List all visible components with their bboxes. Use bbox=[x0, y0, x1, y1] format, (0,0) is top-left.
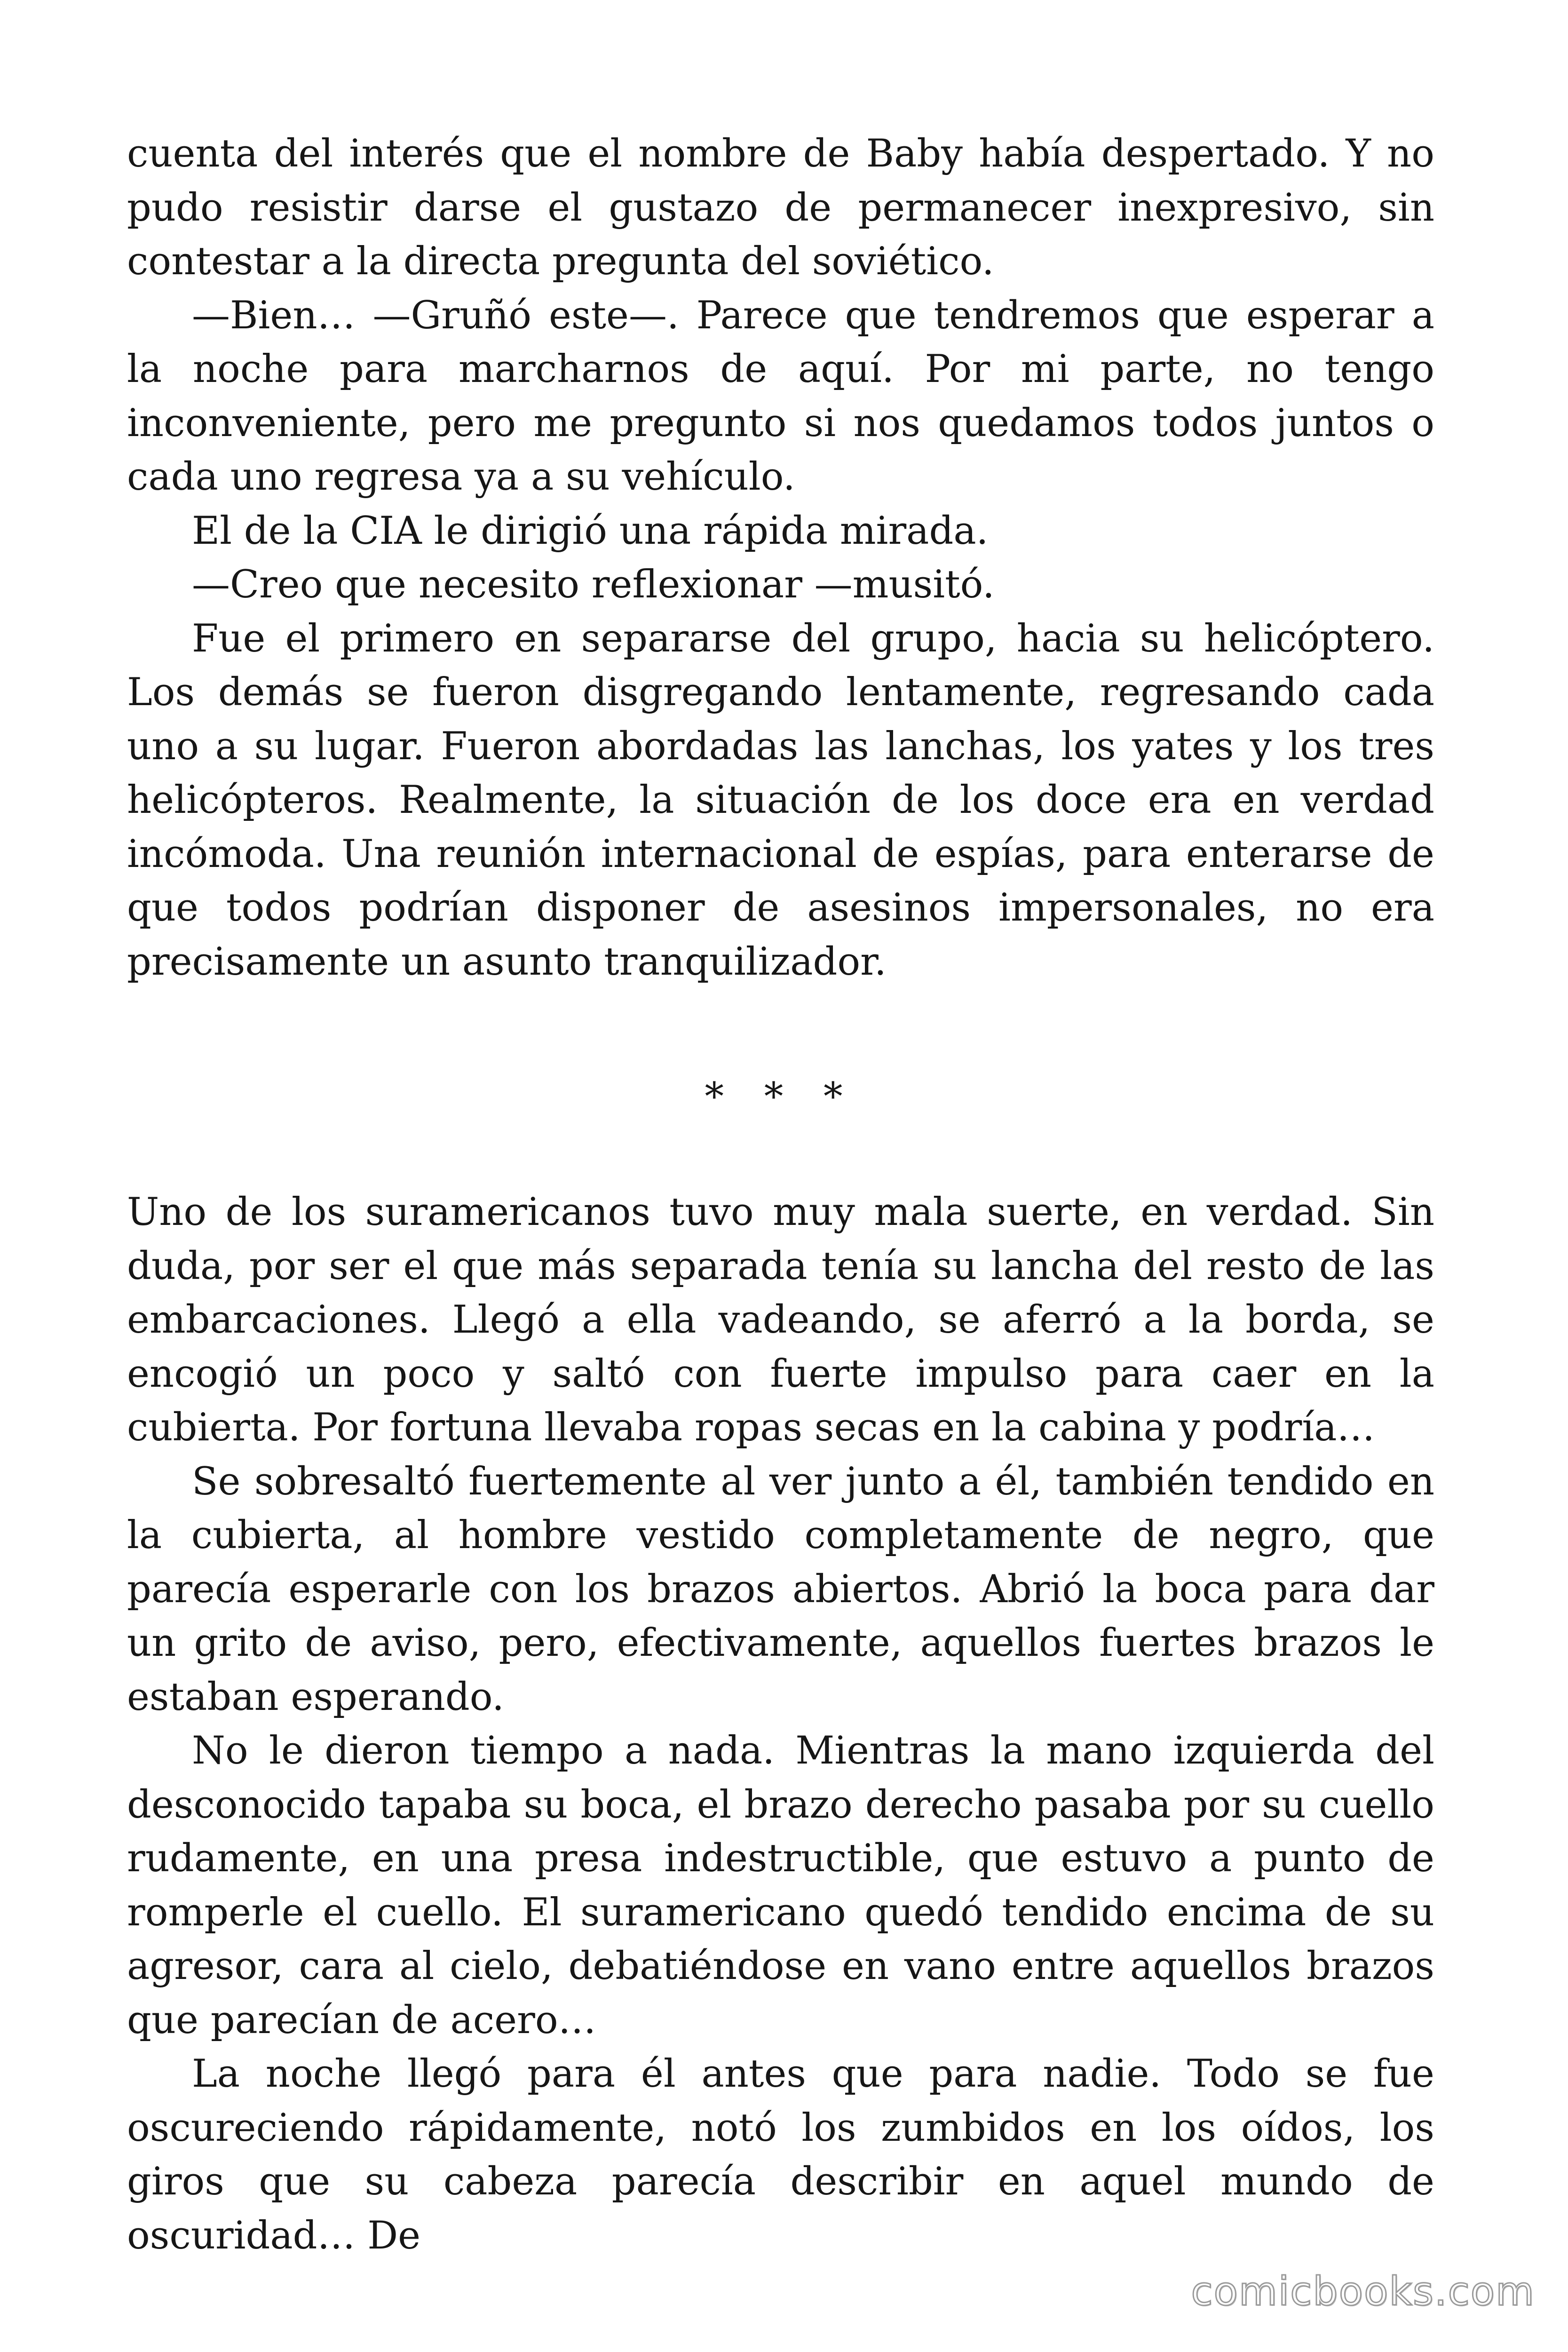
paragraph: Fue el primero en separarse del grupo, hacia su helicóptero. Los demás se fueron disgregando lentamente, regresando cada uno a su lugar. Fueron abordadas las lanchas, los yates y los tres helicópteros. Realmente, la situación de los doce era en verdad incómoda. Una reunión internacional de espías, para enterarse de que todos podrían disponer de asesinos impersonales, no era precisamente un asunto tranquilizador. bbox=[127, 616, 1434, 984]
paragraph: cuenta del interés que el nombre de Baby había despertado. Y no pudo resistir darse el gustazo de permanecer inexpresivo, sin contestar a la directa pregunta del soviético. bbox=[127, 132, 1434, 284]
text-block-before-separator bbox=[127, 127, 1434, 989]
paragraph: Uno de los suramericanos tuvo muy mala suerte, en verdad. Sin duda, por ser el que más separada tenía su lancha del resto de las embarcaciones. Llegó a ella vadeando, se aferró a la borda, se encogió un poco y saltó con fuerte impulso para caer en la cubierta. Por fortuna llevaba ropas secas en la cabina y podría… bbox=[127, 1190, 1434, 1450]
paragraph: No le dieron tiempo a nada. Mientras la mano izquierda del desconocido tapaba su boca, el brazo derecho pasaba por su cuello rudamente, en una presa indestructible, que estuvo a punto de romperle el cuello. El suramericano quedó tendido encima de su agresor, cara al cielo, debatiéndose en vano entre aquellos brazos que parecían de acero… bbox=[127, 1729, 1434, 2042]
paragraph: La noche llegó para él antes que para nadie. Todo se fue oscureciendo rápidamente, notó los zumbidos en los oídos, los giros que su cabeza parecía describir en aquel mundo de oscuridad… De bbox=[127, 2052, 1434, 2258]
paragraph: —Bien… —Gruñó este—. Parece que tendremos que esperar a la noche para marcharnos de aquí. Por mi parte, no tengo inconveniente, pero me pregunto si nos quedamos todos juntos o cada uno regresa ya a su vehículo. bbox=[127, 293, 1434, 499]
paragraph: —Creo que necesito reflexionar —musitó. bbox=[192, 563, 995, 607]
section-separator: * * * bbox=[705, 1075, 857, 1119]
text-block-after-separator bbox=[127, 1185, 1434, 2263]
watermark: comicbooks.com bbox=[1191, 2268, 1535, 2314]
paragraph: Se sobresaltó fuertemente al ver junto a él, también tendido en la cubierta, al hombre vestido completamente de negro, que parecía esperarle con los brazos abiertos. Abrió la boca para dar un grito de aviso, pero, efectivamente, aquellos fuertes brazos le estaban esperando. bbox=[127, 1459, 1434, 1719]
paragraph: El de la CIA le dirigió una rápida mirada. bbox=[192, 509, 989, 553]
